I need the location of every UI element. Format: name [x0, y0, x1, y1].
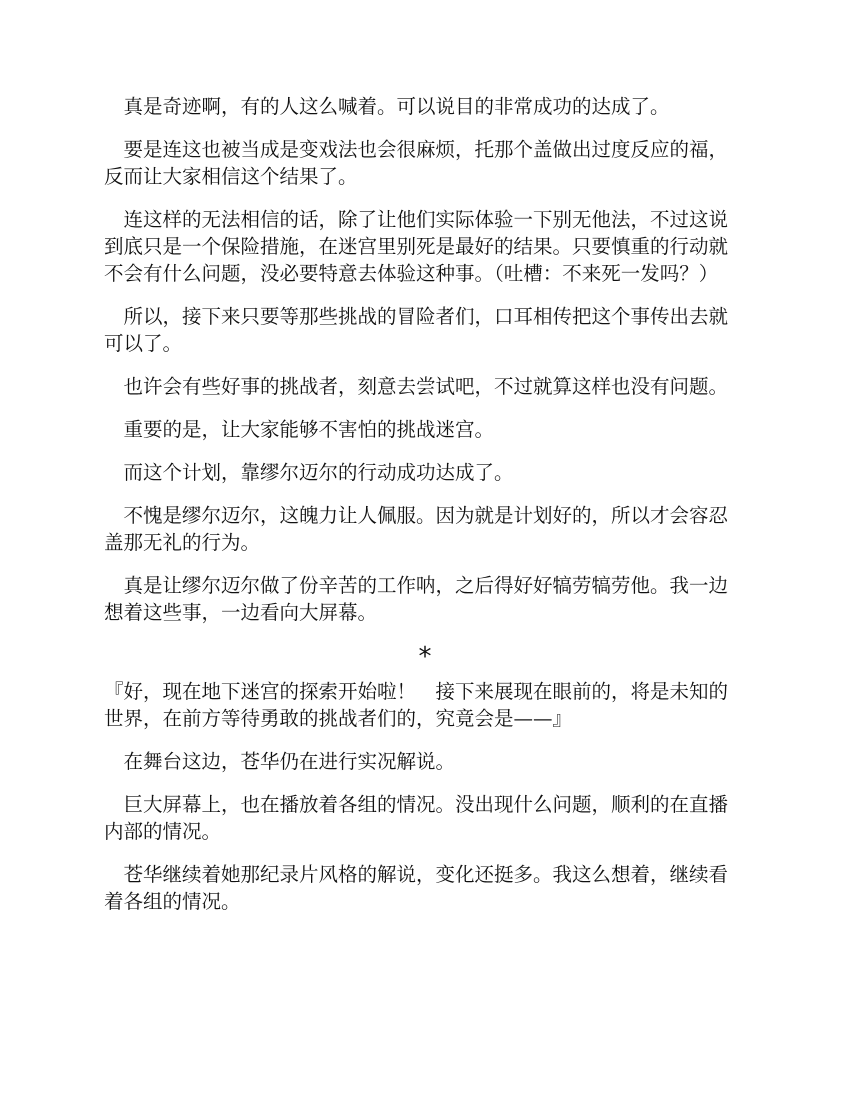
paragraph: 真是让缪尔迈尔做了份辛苦的工作呐，之后得好好犒劳犒劳他。我一边想着这些事，一边看向大屏幕。 [104, 574, 729, 624]
paragraph: 重要的是，让大家能够不害怕的挑战迷宫。 [123, 418, 495, 441]
document-body [104, 93, 746, 931]
paragraph: 连这样的无法相信的话，除了让他们实际体验一下别无他法，不过这说到底只是一个保险措施，在迷宫里别死是最好的结果。只要慎重的行动就不会有什么问题，没必要特意去体验这种事。（吐槽：不来死一发吗？） [104, 208, 729, 285]
paragraph: 真是奇迹啊，有的人这么喊着。可以说目的非常成功的达成了。 [123, 95, 670, 118]
paragraph: 要是连这也被当成是变戏法也会很麻烦，托那个盖做出过度反应的福，反而让大家相信这个结果了。 [104, 138, 729, 188]
dialogue-paragraph: 『好，现在地下迷宫的探索开始啦！ 接下来展现在眼前的，将是未知的世界，在前方等待勇敢的挑战者们的，究竟会是——』 [104, 680, 729, 730]
paragraph: 不愧是缪尔迈尔，这魄力让人佩服。因为就是计划好的，所以才会容忍盖那无礼的行为。 [104, 504, 729, 554]
paragraph: 所以，接下来只要等那些挑战的冒险者们，口耳相传把这个事传出去就可以了。 [104, 305, 729, 355]
paragraph: 也许会有些好事的挑战者，刻意去尝试吧，不过就算这样也没有问题。 [123, 375, 729, 398]
paragraph: 在舞台这边，苍华仍在进行实况解说。 [123, 750, 456, 773]
paragraph: 苍华继续着她那纪录片风格的解说，变化还挺多。我这么想着，继续看着各组的情况。 [104, 863, 729, 913]
paragraph: 巨大屏幕上，也在播放着各组的情况。没出现什么问题，顺利的在直播内部的情况。 [104, 793, 729, 843]
paragraph: 而这个计划，靠缪尔迈尔的行动成功达成了。 [123, 461, 514, 484]
section-divider: * [418, 642, 432, 672]
